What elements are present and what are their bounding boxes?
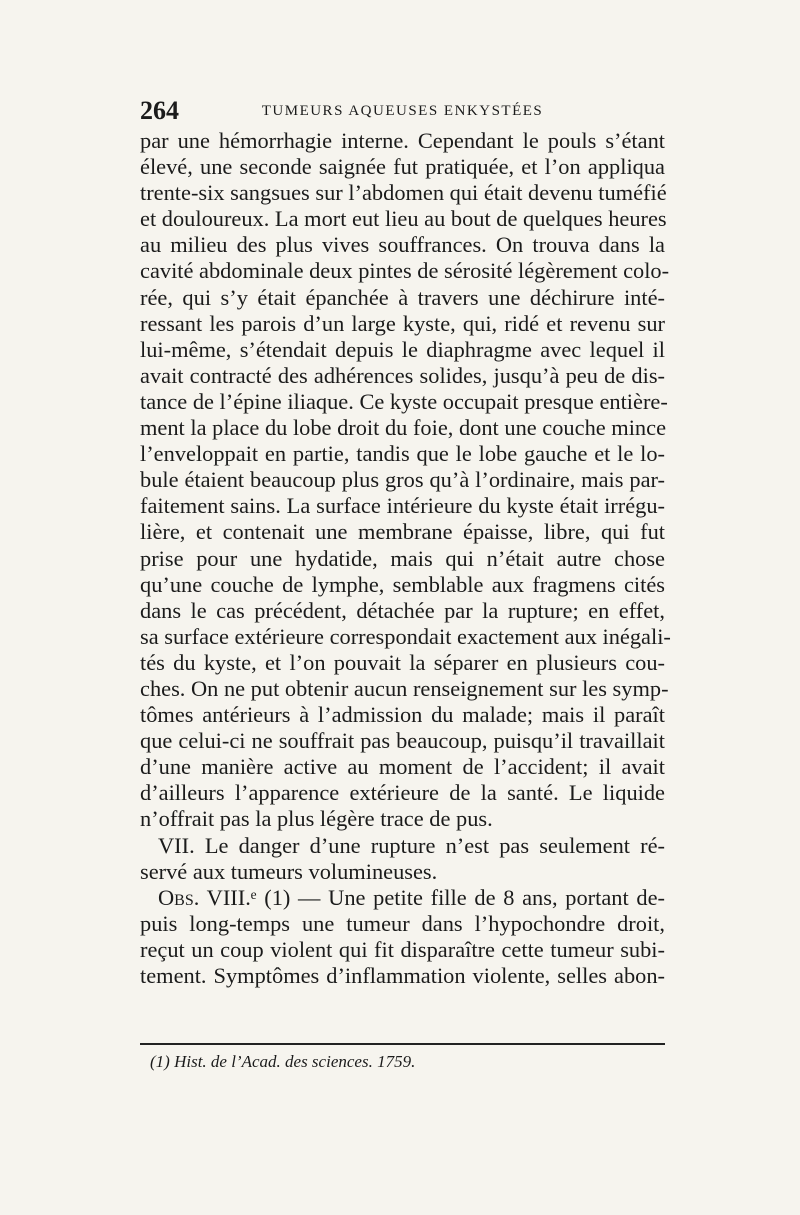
- obs-text: VIII.ᵉ (1) — Une petite fille de 8 ans, portant de-: [206, 884, 665, 910]
- page-header: [140, 96, 665, 130]
- text-line: tance de l’épine iliaque. Ce kyste occupait presque entière-: [140, 388, 668, 414]
- footnote-rule: [140, 1043, 665, 1045]
- text-line: servé aux tumeurs volumineuses.: [140, 858, 438, 884]
- text-line: VII. Le danger d’une rupture n’est pas seulement ré-: [158, 832, 665, 858]
- body-text: [140, 128, 671, 989]
- text-line: [140, 885, 665, 911]
- text-line: ressant les parois d’un large kyste, qui, ridé et revenu sur: [140, 310, 665, 336]
- paragraph-3: [140, 885, 665, 989]
- text-line: dans le cas précédent, détachée par la rupture; en effet,: [140, 597, 665, 623]
- text-line: trente-six sangsues sur l’abdomen qui était devenu tuméfié: [140, 180, 667, 206]
- text-line: et douloureux. La mort eut lieu au bout de quelques heures: [140, 206, 667, 232]
- text-line: bule étaient beaucoup plus gros qu’à l’ordinaire, mais par-: [140, 467, 665, 493]
- page-number: 264: [140, 96, 179, 125]
- text-line: cavité abdominale deux pintes de sérosité légèrement colo-: [140, 258, 670, 284]
- text-line: que celui-ci ne souffrait pas beaucoup, puisqu’il travaillait: [140, 728, 665, 754]
- paragraph-1: [140, 128, 671, 833]
- text-line: tômes antérieurs à l’admission du malade; mais il paraît: [140, 702, 665, 728]
- text-line: n’offrait pas la plus légère trace de pus.: [140, 806, 493, 832]
- text-line: prise pour une hydatide, mais qui n’était autre chose: [140, 545, 665, 571]
- text-line: ches. On ne put obtenir aucun renseignement sur les symp-: [140, 675, 669, 701]
- running-title: TUMEURS AQUEUSES ENKYSTÉES: [261, 103, 544, 119]
- text-line: avait contracté des adhérences solides, jusqu’à peu de dis-: [140, 362, 665, 388]
- obs-label: Obs.: [158, 884, 200, 910]
- text-line: par une hémorrhagie interne. Cependant le pouls s’étant: [140, 128, 665, 153]
- footnote: (1) Hist. de l’Acad. des sciences. 1759.: [150, 1052, 416, 1071]
- text-line: au milieu des plus vives souffrances. On trouva dans la: [140, 232, 665, 258]
- text-line: rée, qui s’y était épanchée à travers une déchirure inté-: [140, 284, 665, 310]
- text-line: ment la place du lobe droit du foie, dont une couche mince: [140, 415, 667, 441]
- text-line: lui-même, s’étendait depuis le diaphragme avec lequel il: [140, 336, 665, 362]
- text-line: reçut un coup violent qui fit disparaître cette tumeur subi-: [140, 936, 665, 962]
- text-line: faitement sains. La surface intérieure du kyste était irrégu-: [140, 493, 665, 519]
- text-line: tés du kyste, et l’on pouvait la séparer en plusieurs cou-: [140, 649, 665, 675]
- text-line: élevé, une seconde saignée fut pratiquée, et l’on appliqua: [140, 154, 665, 180]
- paragraph-2: [140, 833, 665, 885]
- text-line: d’une manière active au moment de l’accident; il avait: [140, 754, 665, 780]
- text-line: l’enveloppait en partie, tandis que le lobe gauche et le lo-: [140, 441, 665, 467]
- text-line: sa surface extérieure correspondait exactement aux inégali-: [140, 623, 671, 649]
- text-line: d’ailleurs l’apparence extérieure de la santé. Le liquide: [140, 780, 665, 806]
- text-line: puis long-temps une tumeur dans l’hypochondre droit,: [140, 910, 665, 936]
- text-line: tement. Symptômes d’inflammation violente, selles abon-: [140, 963, 665, 988]
- text-line: lière, et contenait une membrane épaisse, libre, qui fut: [140, 519, 665, 545]
- text-line: qu’une couche de lymphe, semblable aux fragmens cités: [140, 571, 665, 597]
